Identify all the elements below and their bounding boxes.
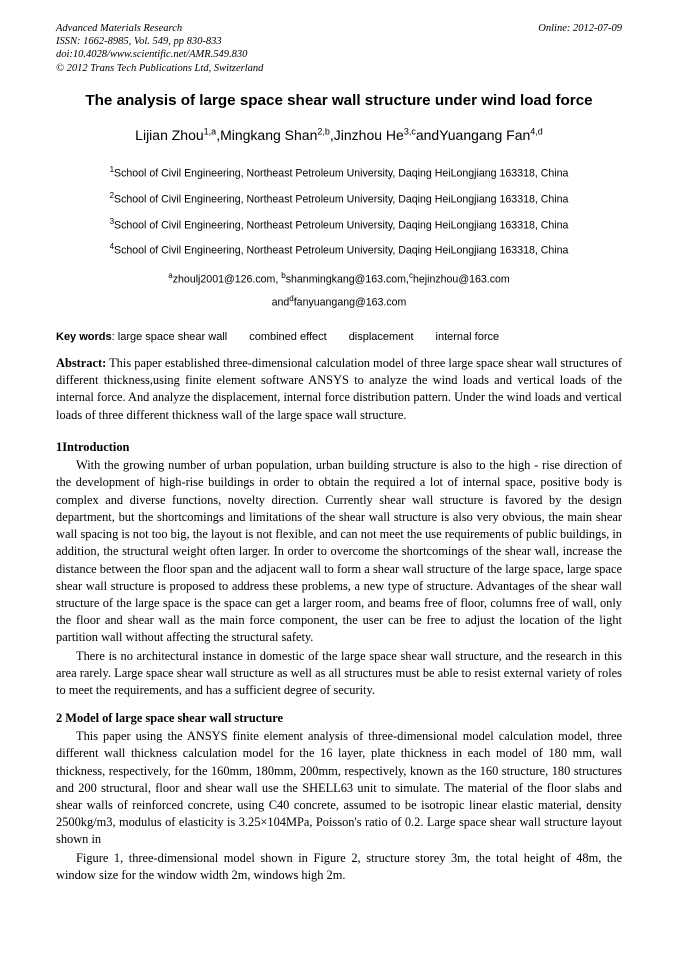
email-line: [56, 266, 622, 290]
author-name: ,Mingkang Shan: [216, 127, 318, 144]
author: [416, 127, 543, 143]
affiliation-text: School of Civil Engineering, Northeast Petroleum University, Daqing HeiLongjiang 163318, China: [114, 244, 569, 257]
affiliation-marker: 4: [109, 242, 115, 252]
affiliation-list: [56, 159, 622, 261]
email-line: [56, 289, 622, 313]
email-marker: d: [289, 294, 294, 304]
paragraph: Figure 1, three-dimensional model shown in Figure 2, structure storey 3m, the total height of 48m, the window size for the window width 2m, windows high 2m.: [56, 850, 622, 882]
affiliation-marker: 2: [109, 191, 115, 200]
author: [330, 127, 416, 143]
affiliation-text: School of Civil Engineering, Northeast Petroleum University, Daqing HeiLongjiang 163318, China: [114, 193, 569, 206]
affiliation: [56, 236, 622, 262]
author-list: [56, 127, 622, 144]
author-marker: 1,a: [203, 126, 217, 137]
affiliation: [56, 159, 622, 185]
abstract: [56, 355, 622, 425]
journal-header: [56, 22, 622, 75]
email-address: hejinzhou@163.com: [412, 273, 510, 286]
affiliation-marker: 3: [109, 216, 115, 226]
affiliation-text: School of Civil Engineering, Northeast Petroleum University, Daqing HeiLongjiang 163318, China: [114, 168, 569, 180]
section-heading-introduction: 1Introduction: [56, 440, 130, 455]
online-date: Online: 2012-07-09: [538, 23, 622, 34]
page-title: The analysis of large space shear wall structure under wind load force: [85, 91, 593, 109]
keyword: internal force: [435, 330, 500, 343]
author-name: andYuangang Fan: [415, 127, 531, 144]
keywords-separator: :: [111, 330, 118, 343]
email-address: fanyuangang@163.com: [293, 296, 407, 309]
paragraph: There is no architectural instance in domestic of the large space shear wall structure, and the research in this area rarely. Large space shear wall structure as well as all structures must be able to resist external variety of roles to meet the requirements, and has a sufficient degree of security.: [56, 648, 622, 697]
affiliation-text: School of Civil Engineering, Northeast Petroleum University, Daqing HeiLongjiang 163318, China: [114, 219, 569, 232]
email-address: zhoulj2001@126.com,: [172, 273, 282, 286]
keyword: displacement: [348, 330, 414, 343]
keyword: large space shear wall: [117, 330, 228, 343]
section-heading-model: 2 Model of large space shear wall structure: [56, 711, 284, 726]
journal-doi: doi:10.4028/www.scientific.net/AMR.549.830: [56, 49, 248, 61]
author: [135, 127, 216, 143]
author: [216, 127, 330, 143]
email-marker: b: [281, 270, 286, 280]
keyword: combined effect: [249, 330, 327, 343]
abstract-text: This paper established three-dimensional calculation model of three large space shear wall structures of different thickness,using finite element software ANSYS to analyze the wind loads and vertical loads of the internal force. And analyze the displacement, internal force distribution pattern. Under the wind loads and vertical loads of three different thickness wall of the large space wall structure.: [56, 355, 622, 422]
paragraph: With the growing number of urban population, urban building structure is also to the high - rise direction of the development of high-rise buildings in order to obtain the required a lot of internal space, positive body is complex and diverse functions, novelty direction. Currently shear wall structure is favored by the design department, but the shortcomings and limitations of the shear wall structure is also very obvious, the main shear wall spacing is not too big, the layout is not flexible, and can not meet the use requirements of public buildings, in addition, the structural weight often larger. In order to overcome the shortcomings of the shear wall, increase the distance between the floor span and the adjacent wall to form a shear wall structure of the large space, large space shear wall structure is proposed to address these problems, a new type of structure. Advantages of the shear wall structure of the large space is the space can get a larger room, and beams free of floor, columns free of wall, only the floor and shear wall as the main force component, the user can be free to adjust the location of the light partition wall without affecting the structural safety.: [56, 458, 622, 645]
author-marker: 2,b: [317, 126, 330, 137]
affiliation: [56, 185, 622, 211]
author-name: ,Jinzhou He: [329, 127, 404, 144]
journal-name: Advanced Materials Research: [56, 23, 183, 34]
email-address: shanmingkang@163.com,: [285, 273, 409, 286]
abstract-label: Abstract:: [56, 355, 107, 370]
paragraph: This paper using the ANSYS finite element analysis of three-dimensional model calculation model, three different wall thickness calculation model for the 16 layer, plate thickness in each model of 180 mm, wall thickness, respectively, for the 160mm, 180mm, 200mm, respectively, known as the 160 structure, 180 structures and 200 structural, floor and shear wall use the SHELL63 unit to simulate. The material of the floor slabs and shear walls of reinforced concrete, using C40 concrete, assumed to be isotropic linear elastic material, density 2500kg/m3, modulus of elasticity is 3.25×104MPa, Poisson's ratio of 0.2. Large space shear wall structure layout shown in: [56, 729, 622, 847]
author-marker: 3,c: [403, 126, 416, 137]
email-list: [56, 266, 622, 313]
journal-copyright: © 2012 Trans Tech Publications Ltd, Switzerland: [56, 62, 264, 74]
author-name: Lijian Zhou: [135, 127, 204, 144]
affiliation-marker: 1: [109, 165, 115, 175]
keywords: [56, 331, 622, 343]
affiliation: [56, 211, 622, 237]
keywords-label: Key words: [56, 330, 112, 343]
email-marker: c: [408, 270, 413, 280]
email-conjunction: and: [271, 296, 290, 309]
journal-issn: ISSN: 1662-8985, Vol. 549, pp 830-833: [56, 36, 222, 48]
email-marker: a: [168, 270, 173, 280]
author-marker: 4,d: [530, 126, 543, 137]
